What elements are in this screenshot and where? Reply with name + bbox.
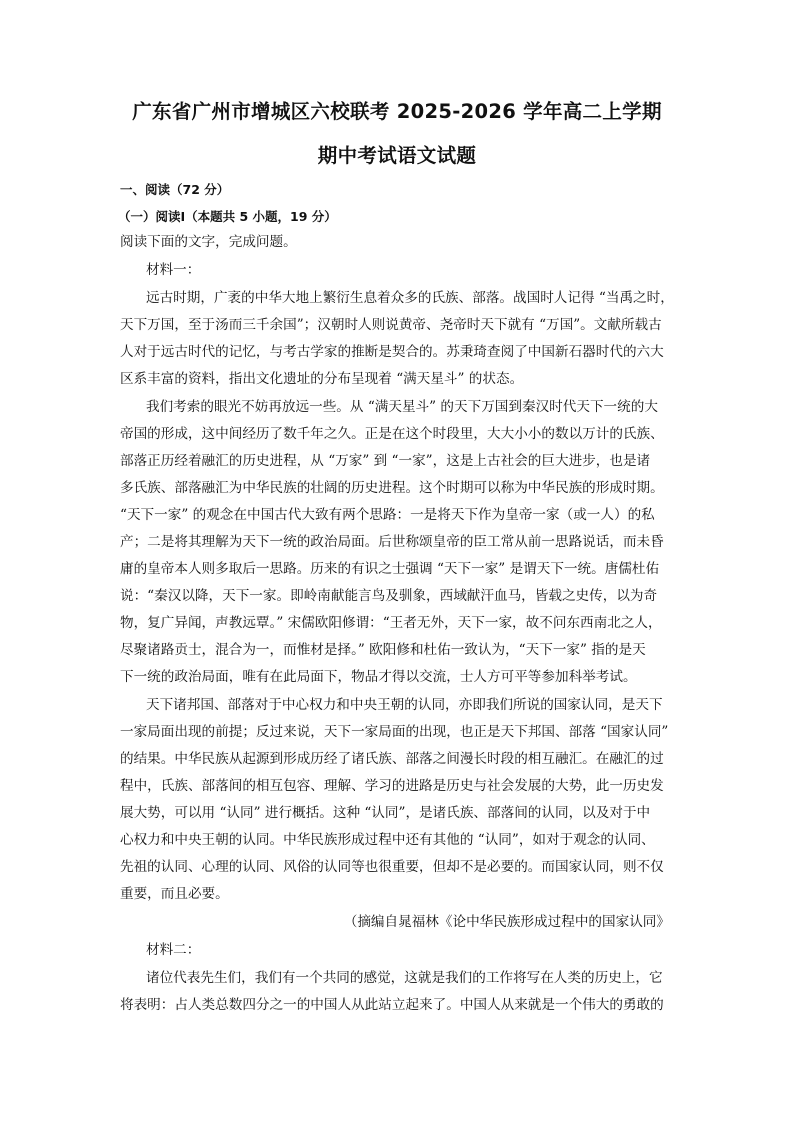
paragraph-line: 庸的皇帝本人则多取后一思路。历来的有识之士强调 “天下一家” 是谓天下一统。唐儒杜佑 <box>120 561 660 577</box>
paragraph-line: 物，复广异闻，声教远覃。” 宋儒欧阳修谓：“王者无外，天下一家，故不问东西南北之人， <box>120 615 662 631</box>
section-heading: 一、阅读（72 分） <box>120 182 230 197</box>
subsection-heading: （一）阅读Ⅰ（本题共 5 小题，19 分） <box>118 209 337 224</box>
exam-title-line-1: 广东省广州市增城区六校联考 2025-2026 学年高二上学期 <box>132 100 662 123</box>
paragraph-line: 程中，氏族、部落间的相互包容、理解、学习的进路是历史与社会发展的大势，此一历史发 <box>120 778 664 794</box>
instruction-text: 阅读下面的文字，完成问题。 <box>120 234 297 250</box>
paragraph-line: 说：“秦汉以降，天下一家。即岭南献能言鸟及驯象，西域献汗血马，皆载之史传，以为奇 <box>120 588 658 604</box>
paragraph-line: 一家局面出现的前提；反过来说，天下一家局面的出现，也正是天下邦国、部落 “国家认同” <box>120 724 669 740</box>
material-2-label: 材料二： <box>146 942 201 958</box>
paragraph-line: 的结果。中华民族从起源到形成历经了诸氏族、部落之间漫长时段的相互融汇。在融汇的过 <box>120 751 664 767</box>
paragraph-line: 尽聚诸路贡士，混合为一，而惟材是择。” 欧阳修和杜佑一致认为，“天下一家” 指的是天 <box>120 642 646 658</box>
paragraph-line: 天下万国，至于汤而三千余国”；汉朝时人则说黄帝、尧帝时天下就有 “万国”。文献所载古 <box>120 317 662 333</box>
paragraph-line: 先祖的认同、心理的认同、风俗的认同等也很重要，但却不是必要的。而国家认同，则不仅 <box>120 859 664 875</box>
paragraph-line: 将表明：占人类总数四分之一的中国人从此站立起来了。中国人从来就是一个伟大的勇敢的 <box>120 997 664 1013</box>
paragraph-line: 重要，而且必要。 <box>120 886 229 902</box>
paragraph-line: 区系丰富的资料，指出文化遗址的分布呈现着 “满天星斗” 的状态。 <box>120 371 524 387</box>
paragraph-line: 部落正历经着融汇的历史进程，从 “万家” 到 “一家”，这是上古社会的巨大进步，也是诸 <box>120 453 651 469</box>
paragraph-line: 心权力和中央王朝的认同。中华民族形成过程中还有其他的 “认同”，如对于观念的认同、 <box>120 832 655 848</box>
paragraph-line: 天下诸邦国、部落对于中心权力和中央王朝的认同，亦即我们所说的国家认同，是天下 <box>146 697 663 713</box>
material-1-label: 材料一： <box>146 262 201 278</box>
paragraph-line: 人对于远古时代的记忆，与考古学家的推断是契合的。苏秉琦查阅了中国新石器时代的六大 <box>120 344 664 360</box>
paragraph-line: “天下一家” 的观念在中国古代大致有两个思路：一是将天下作为皇帝一家（或一人）的私 <box>120 507 655 523</box>
exam-title-line-2: 期中考试语文试题 <box>317 144 477 167</box>
paragraph-line: 诸位代表先生们，我们有一个共同的感觉，这就是我们的工作将写在人类的历史上，它 <box>146 970 663 986</box>
paragraph-line: 远古时期，广袤的中华大地上繁衍生息着众多的氏族、部落。战国时人记得 “当禹之时， <box>146 290 674 306</box>
paragraph-line: 我们考索的眼光不妨再放远一些。从 “满天星斗” 的天下万国到秦汉时代天下一统的大 <box>146 399 658 415</box>
paragraph-line: 产；二是将其理解为天下一统的政治局面。后世称颂皇帝的臣工常从前一思路说话，而未昏 <box>120 534 664 550</box>
source-citation: （摘编自晁福林《论中华民族形成过程中的国家认同》 <box>343 914 670 930</box>
paragraph-line: 展大势，可以用 “认同” 进行概括。这种 “认同”，是诸氏族、部落间的认同，以及对于中 <box>120 805 651 821</box>
paragraph-line: 多氏族、部落融汇为中华民族的壮阔的历史进程。这个时期可以称为中华民族的形成时期。 <box>120 480 664 496</box>
paragraph-line: 帝国的形成，这中间经历了数千年之久。正是在这个时段里，大大小小的数以万计的氏族、 <box>120 426 664 442</box>
paragraph-line: 下一统的政治局面，唯有在此局面下，物品才得以交流，士人方可平等参加科举考试。 <box>120 669 637 685</box>
